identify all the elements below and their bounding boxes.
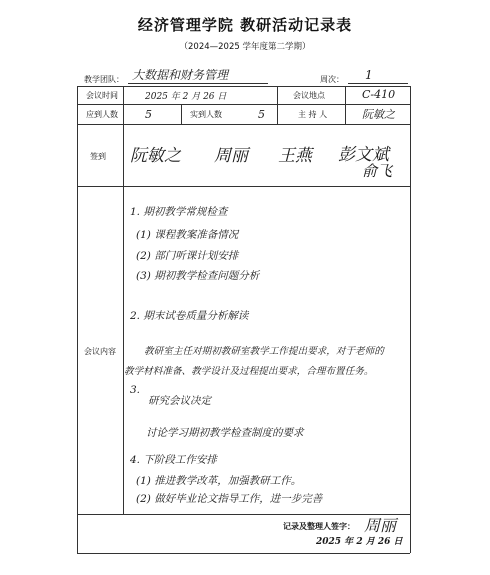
- content-line: 讨论学习期初教学检查制度的要求: [146, 427, 304, 439]
- content-line: 2. 期末试卷质量分析解读: [130, 310, 249, 322]
- content-line: (2) 做好毕业论文指导工作，进一步完善: [136, 493, 323, 505]
- content-line: (1) 课程教案准备情况: [136, 229, 239, 241]
- content-line: 3.: [130, 384, 141, 396]
- content-label: 会议内容: [84, 347, 116, 356]
- table-line-2: [77, 124, 410, 125]
- content-line: 1. 期初教学常规检查: [130, 206, 228, 218]
- host-value: 阮敏之: [362, 108, 395, 121]
- actual-label: 实到人数: [190, 110, 222, 119]
- place-label: 会议地点: [293, 91, 325, 100]
- content-line: 教研室主任对期初教研室教学工作提出要求，对于老师的: [144, 346, 384, 357]
- table-line-top: [77, 86, 410, 87]
- label-column-line: [123, 86, 124, 514]
- signin-name-5: 俞飞: [362, 162, 393, 180]
- table-line-right: [410, 86, 411, 553]
- table-line-4: [77, 514, 410, 515]
- content-line: (3) 期初教学检查问题分析: [136, 270, 260, 282]
- mid-column-line-3: [345, 86, 346, 124]
- signin-name-1: 阮敏之: [130, 146, 181, 166]
- signin-name-4: 彭文斌: [338, 145, 389, 165]
- content-line: 4. 下阶段工作安排: [130, 454, 217, 466]
- signin-name-2: 周丽: [214, 146, 248, 166]
- recorder-signature: 周丽: [364, 516, 397, 535]
- host-label: 主 持 人: [298, 110, 328, 119]
- time-value: 2025 年 2 月 26 日: [145, 92, 227, 102]
- mid-column-line-1: [181, 104, 182, 124]
- recorder-label: 记录及整理人签字：: [283, 522, 355, 531]
- team-label: 教学团队：: [84, 75, 124, 84]
- content-line: 研究会议决定: [148, 395, 211, 407]
- signin-name-3: 王燕: [278, 146, 312, 166]
- page-subtitle: （2024—2025 学年度第二学期）: [179, 42, 311, 52]
- mid-column-line-2: [277, 86, 278, 124]
- week-label: 周次：: [320, 75, 344, 84]
- team-underline: [128, 83, 268, 84]
- table-line-left: [77, 86, 78, 553]
- record-date: 2025 年 2 月 26 日: [316, 537, 403, 547]
- time-label: 会议时间: [86, 91, 118, 100]
- content-line: (2) 部门听课计划安排: [136, 250, 239, 262]
- table-line-bottom: [77, 553, 410, 554]
- page-title: 经济管理学院 教研活动记录表: [137, 16, 353, 34]
- week-value: 1: [365, 68, 373, 82]
- week-underline: [348, 83, 408, 84]
- signin-label: 签到: [90, 152, 106, 161]
- table-line-1: [77, 104, 410, 105]
- table-line-3: [77, 186, 410, 187]
- team-value: 大数据和财务管理: [132, 68, 229, 82]
- content-line: 教学材料准备、教学设计及过程提出要求，合理布置任务。: [124, 366, 374, 377]
- actual-value: 5: [258, 108, 265, 121]
- content-line: (1) 推进教学改革，加强教研工作。: [136, 475, 302, 487]
- place-value: C-410: [362, 88, 396, 101]
- expected-label: 应到人数: [86, 110, 118, 119]
- expected-value: 5: [145, 108, 152, 121]
